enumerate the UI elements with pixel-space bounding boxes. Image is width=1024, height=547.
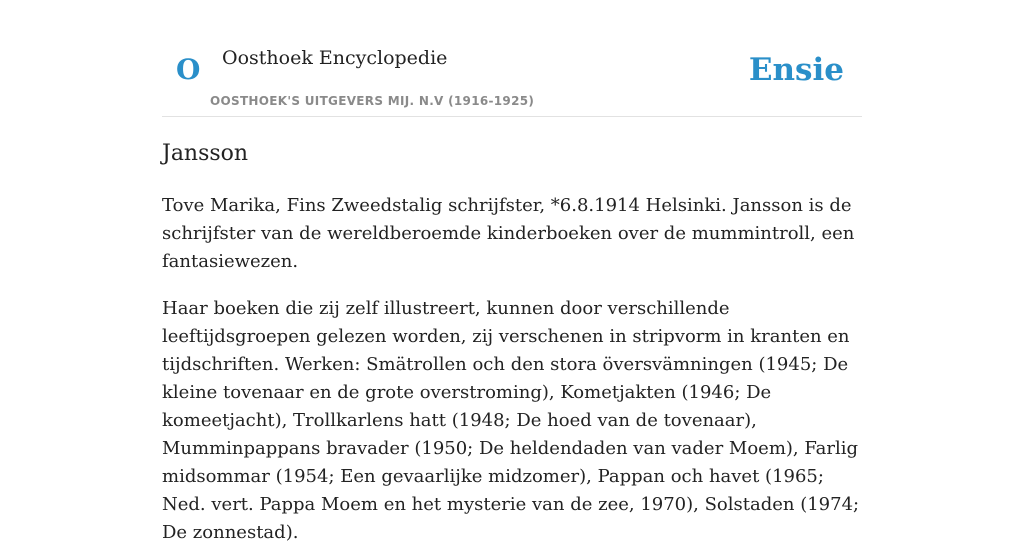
- article: [162, 138, 862, 547]
- article-title: Jansson: [162, 141, 249, 166]
- article-paragraph: Haar boeken die zij zelf illustreert, kunnen door verschillende leeftijdsgroepen gelezen worden, zij verschenen in stripvorm in kranten en tijdschriften. Werken: Smätrollen och den stora översvämningen (1945; De kleine tovenaar en de grote overstroming), Kometjakten (1946; De komeetjacht), Trollkarlens hatt (1948; De hoed van de tovenaar), Mumminpappans bravader (1950; De heldendaden van vader Moem), Farlig midsommar (1954; Een gevaarlijke midzomer), Pappan och havet (1965; Ned. vert. Pappa Moem en het mysterie van de zee, 1970), Solstaden (1974; De zonnestad).: [162, 298, 860, 543]
- publisher-label: OOSTHOEK'S UITGEVERS MIJ. N.V (1916-1925): [210, 94, 535, 108]
- article-paragraph: Tove Marika, Fins Zweedstalig schrijfster, *6.8.1914 Helsinki. Jansson is de schrijfster van de wereldberoemde kinderboeken over de mummintroll, een fantasiewezen.: [162, 195, 855, 272]
- logo-icon[interactable]: O: [176, 53, 201, 86]
- site-header: [162, 0, 862, 117]
- brand-logo[interactable]: Ensie: [748, 52, 844, 88]
- site-title[interactable]: Oosthoek Encyclopedie: [222, 47, 448, 69]
